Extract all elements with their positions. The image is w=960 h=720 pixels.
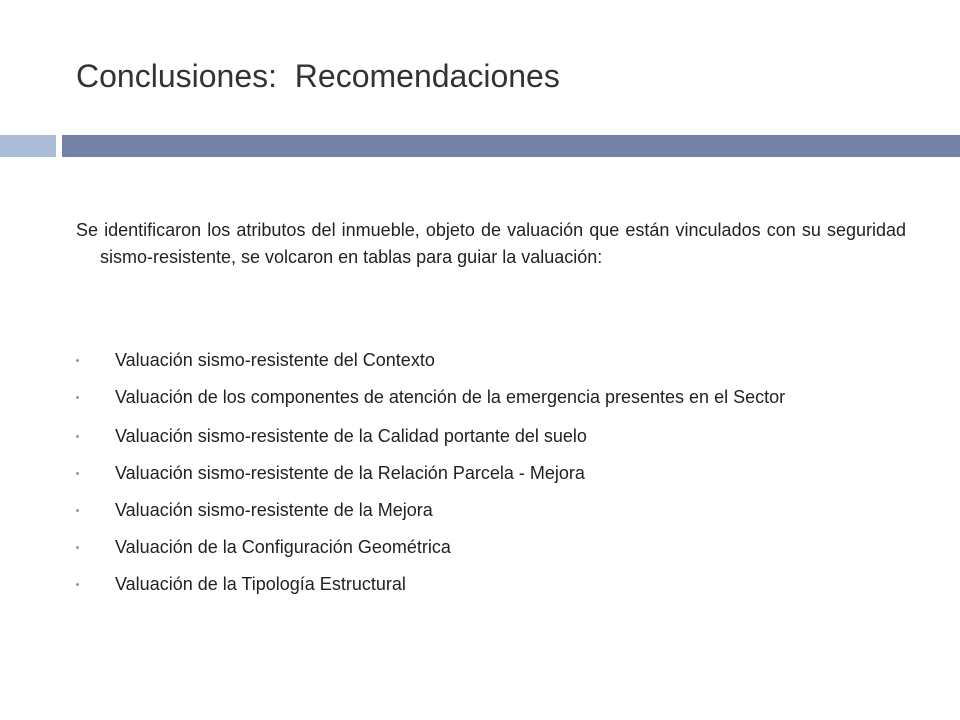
bullet-dot-icon bbox=[76, 435, 79, 438]
bullet-text: Valuación de la Configuración Geométrica bbox=[115, 537, 451, 557]
bullet-text: Valuación sismo-resistente de la Mejora bbox=[115, 500, 433, 520]
bullet-dot-icon bbox=[76, 359, 79, 362]
bullet-dot-icon bbox=[76, 396, 79, 399]
bullet-dot-icon bbox=[76, 472, 79, 475]
list-item bbox=[76, 535, 884, 560]
intro-paragraph: Se identificaron los atributos del inmueble, objeto de valuación que están vinculados con su seguridad sismo-resistente, se volcaron en tablas para guiar la valuación: bbox=[76, 220, 906, 267]
header-band-left bbox=[0, 135, 56, 157]
list-item bbox=[76, 572, 884, 597]
bullet-text: Valuación sismo-resistente de la Relación Parcela - Mejora bbox=[115, 463, 585, 483]
bullet-list bbox=[76, 348, 884, 609]
list-item bbox=[76, 498, 884, 523]
slide-title: Conclusiones: Recomendaciones bbox=[76, 58, 560, 94]
bullet-dot-icon bbox=[76, 583, 79, 586]
header-band-right bbox=[62, 135, 960, 157]
bullet-dot-icon bbox=[76, 546, 79, 549]
bullet-text: Valuación de los componentes de atención de la emergencia presentes en el Sector bbox=[115, 387, 786, 407]
list-item bbox=[76, 348, 884, 373]
bullet-text: Valuación sismo-resistente del Contexto bbox=[115, 350, 435, 370]
list-item bbox=[76, 424, 884, 449]
list-item bbox=[76, 385, 884, 410]
list-item bbox=[76, 461, 884, 486]
bullet-dot-icon bbox=[76, 509, 79, 512]
bullet-text: Valuación de la Tipología Estructural bbox=[115, 574, 406, 594]
bullet-text: Valuación sismo-resistente de la Calidad portante del suelo bbox=[115, 426, 587, 446]
